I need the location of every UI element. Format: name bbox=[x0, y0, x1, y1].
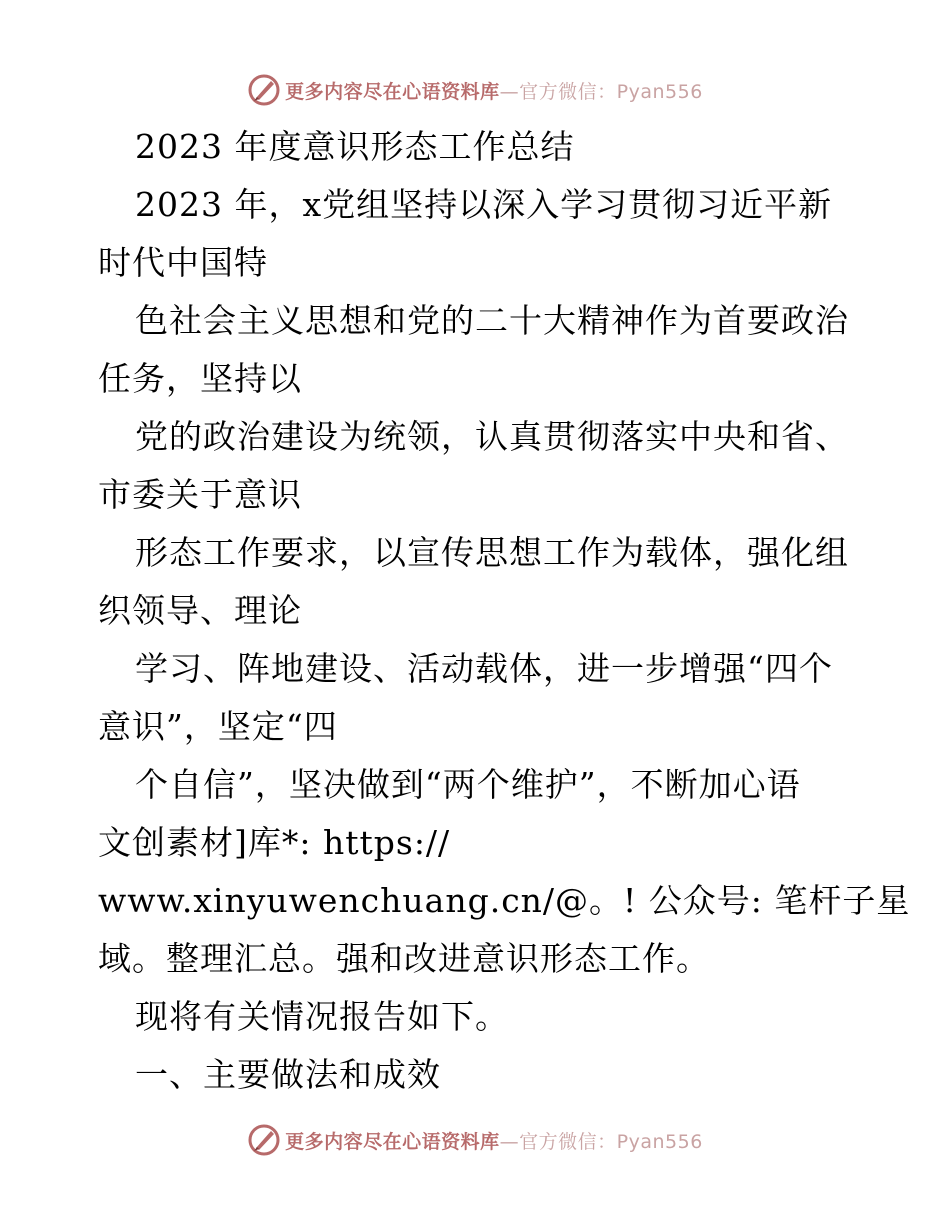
paragraph-line: 域。整理汇总。强和改进意识形态工作。 bbox=[98, 939, 710, 978]
section-heading: 一、主要做法和成效 bbox=[135, 1055, 441, 1094]
watermark-text: 更多内容尽在心语资料库—官方微信：Pyan556 bbox=[285, 80, 703, 103]
paragraph-line: 织领导、理论 bbox=[98, 591, 302, 630]
quill-pen-circle-icon bbox=[247, 1123, 281, 1157]
paragraph-line: 党的政治建设为统领，认真贯彻落实中央和省、 bbox=[135, 417, 849, 456]
paragraph-line: 色社会主义思想和党的二十大精神作为首要政治 bbox=[135, 301, 849, 340]
paragraph-line: 2023 年，x党组坚持以深入学习贯彻习近平新 bbox=[135, 185, 833, 224]
quill-pen-circle-icon bbox=[247, 73, 281, 107]
document-title: 2023 年度意识形态工作总结 bbox=[135, 127, 575, 166]
paragraph-line: 个自信”，坚决做到“两个维护”，不断加心语 bbox=[135, 765, 801, 804]
paragraph-line: 现将有关情况报告如下。 bbox=[135, 997, 509, 1036]
paragraph-line: www.xinyuwenchuang.cn/@。! 公众号: 笔杆子星 bbox=[98, 881, 911, 920]
paragraph-line: 学习、阵地建设、活动载体，进一步增强“四个 bbox=[135, 649, 833, 688]
document-body bbox=[98, 118, 911, 1104]
watermark-text: 更多内容尽在心语资料库—官方微信：Pyan556 bbox=[285, 1130, 703, 1153]
watermark-banner-top bbox=[0, 70, 950, 110]
paragraph-line: 时代中国特 bbox=[98, 243, 268, 282]
paragraph-line: 市委关于意识 bbox=[98, 475, 302, 514]
paragraph-line: 形态工作要求，以宣传思想工作为载体，强化组 bbox=[135, 533, 849, 572]
watermark-banner-bottom bbox=[0, 1120, 950, 1160]
paragraph-line: 文创素材]库*: https:// bbox=[98, 823, 451, 862]
paragraph-line: 意识”，坚定“四 bbox=[98, 707, 338, 746]
paragraph-line: 任务，坚持以 bbox=[98, 359, 302, 398]
